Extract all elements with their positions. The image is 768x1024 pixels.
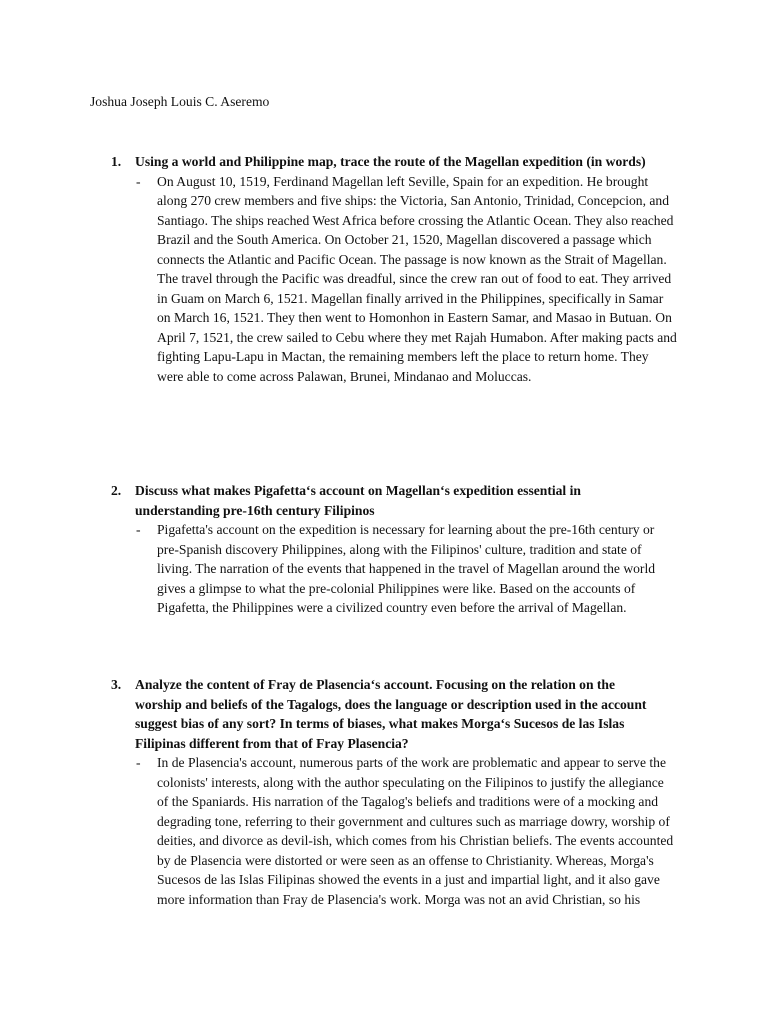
- answer-item: [136, 520, 677, 618]
- question-number: 3.: [111, 677, 122, 692]
- bullet-dash: -: [136, 173, 141, 189]
- answer-text: Pigafetta's account on the expedition is necessary for learning about the pre-16th century or pre-Spanish discovery Philippines, along with the Filipinos' culture, tradition and state of living. The narration of the events that happened in the travel of Magellan around the world gives a glimpse to what the pre-colonial Philippines were like. Based on the accounts of Pigafetta, the Philippines were a civilized country even before the arrival of Magellan.: [157, 522, 656, 615]
- answer-item: [136, 172, 677, 387]
- question-text: Analyze the content of Fray de Plasencia‘s account. Focusing on the relation on the worship and beliefs of the Tagalogs, does the language or description used in the account suggest bias of any sort? In terms of biases, what makes Morga‘s Sucesos de las Islas Filipinas different from that of Fray Plasencia?: [135, 677, 647, 751]
- question-number: 2.: [111, 483, 122, 498]
- question-text: Using a world and Philippine map, trace the route of the Magellan expedition (in words): [135, 154, 646, 169]
- question-item-3: [0, 675, 768, 909]
- question-number: 1.: [111, 154, 122, 169]
- question-item-2: [0, 481, 768, 618]
- bullet-dash: -: [136, 755, 141, 770]
- answer-item: [136, 753, 677, 909]
- question-item-1: [0, 152, 768, 386]
- answer-text: In de Plasencia's account, numerous parts of the work are problematic and appear to serve the colonists' interests, along with the author speculating on the Filipinos to justify the allegiance of the Spaniards. His narration of the Tagalog's beliefs and traditions were of a mocking and degrading tone, referring to their government and cultures such as marriage dowry, worship of deities, and divorce as devil-ish, which comes from his Christian beliefs. The events accounted by de Plasencia were distorted or were seen as an offense to Christianity. Whereas, Morga's Sucesos de las Islas Filipinas showed the events in a just and impartial light, and it also gave more information than Fray de Plasencia's work. Morga was not an avid Christian, so his: [157, 755, 674, 907]
- bullet-dash: -: [136, 522, 141, 537]
- author-name: Joshua Joseph Louis C. Aseremo: [90, 94, 270, 109]
- answer-text: On August 10, 1519, Ferdinand Magellan left Seville, Spain for an expedition. He brought along 270 crew members and five ships: the Victoria, San Antonio, Trinidad, Concepcion, and Santiago. The ships reached West Africa before crossing the Atlantic Ocean. They also reached Brazil and the South America. On October 21, 1520, Magellan discovered a passage which connects the Atlantic and Pacific Ocean. The passage is now known as the Strait of Magellan. The travel through the Pacific was dreadful, since the crew ran out of food to eat. They arrived in Guam on March 6, 1521. Magellan finally arrived in the Philippines, specifically in Samar on March 16, 1521. They then went to Homonhon in Eastern Samar, and Masao in Butuan. On April 7, 1521, the crew sailed to Cebu where they met Rajah Humabon. After making pacts and fighting Lapu-Lapu in Mactan, the remaining members left the place to return home. They were able to come across Palawan, Brunei, Mindanao and Moluccas.: [157, 173, 677, 384]
- question-text: Discuss what makes Pigafetta‘s account on Magellan‘s expedition essential in understanding pre-16th century Filipinos: [135, 483, 581, 518]
